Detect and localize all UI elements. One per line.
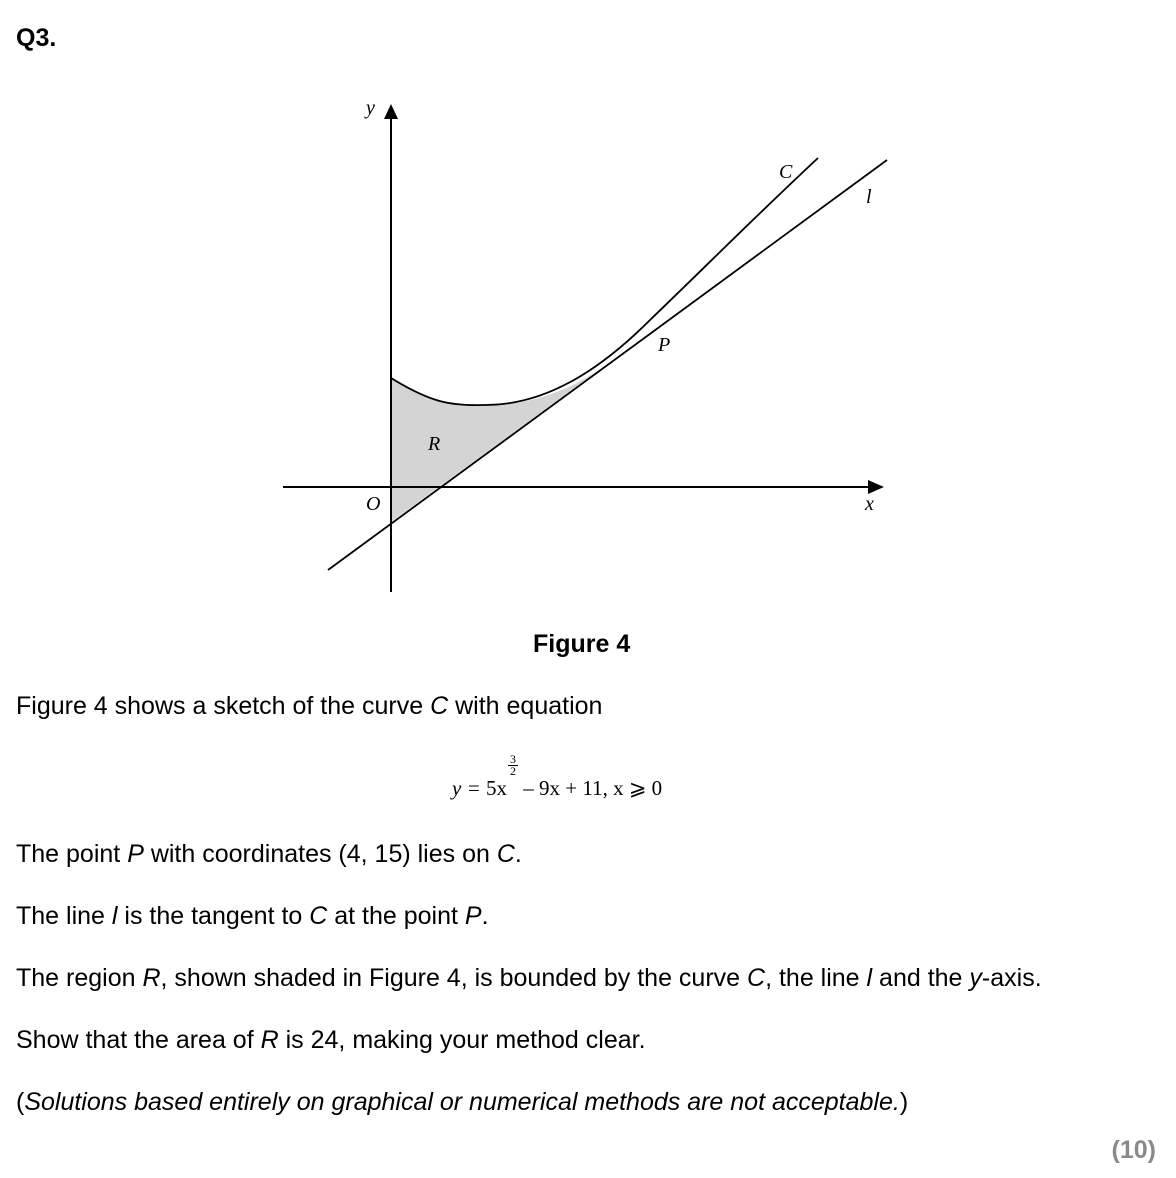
curve-equation: y = 5x $\frac{3}{2}$ – 9x + 11, x ⩾ 0 — [452, 752, 663, 800]
task-statement: Show that the area of R is 24, making your method clear. — [16, 1026, 646, 1054]
marks-total: (10) — [1111, 1136, 1156, 1164]
tangent-line-l — [328, 160, 887, 570]
y-axis-label: y — [366, 97, 375, 119]
x-axis-arrow — [868, 480, 884, 494]
region-label: R — [428, 433, 441, 455]
tangent-statement: The line l is the tangent to C at the point P. — [16, 902, 489, 930]
point-label: P — [658, 334, 671, 356]
figure-caption: Figure 4 — [533, 630, 631, 658]
point-p-statement: The point P with coordinates (4, 15) lies on C. — [16, 840, 522, 868]
curve-label: C — [779, 161, 793, 183]
question-number: Q3. — [16, 24, 57, 52]
intro-text: Figure 4 shows a sketch of the curve C with equation — [16, 692, 603, 720]
line-label: l — [866, 186, 872, 208]
method-note: (Solutions based entirely on graphical or numerical methods are not acceptable.) — [16, 1088, 909, 1116]
y-axis-arrow — [384, 104, 398, 119]
region-statement: The region R, shown shaded in Figure 4, is bounded by the curve C, the line l and the y-axis. — [16, 964, 1042, 992]
x-axis-label: x — [865, 493, 874, 515]
origin-label: O — [366, 493, 381, 515]
region-r-shading — [391, 367, 603, 522]
